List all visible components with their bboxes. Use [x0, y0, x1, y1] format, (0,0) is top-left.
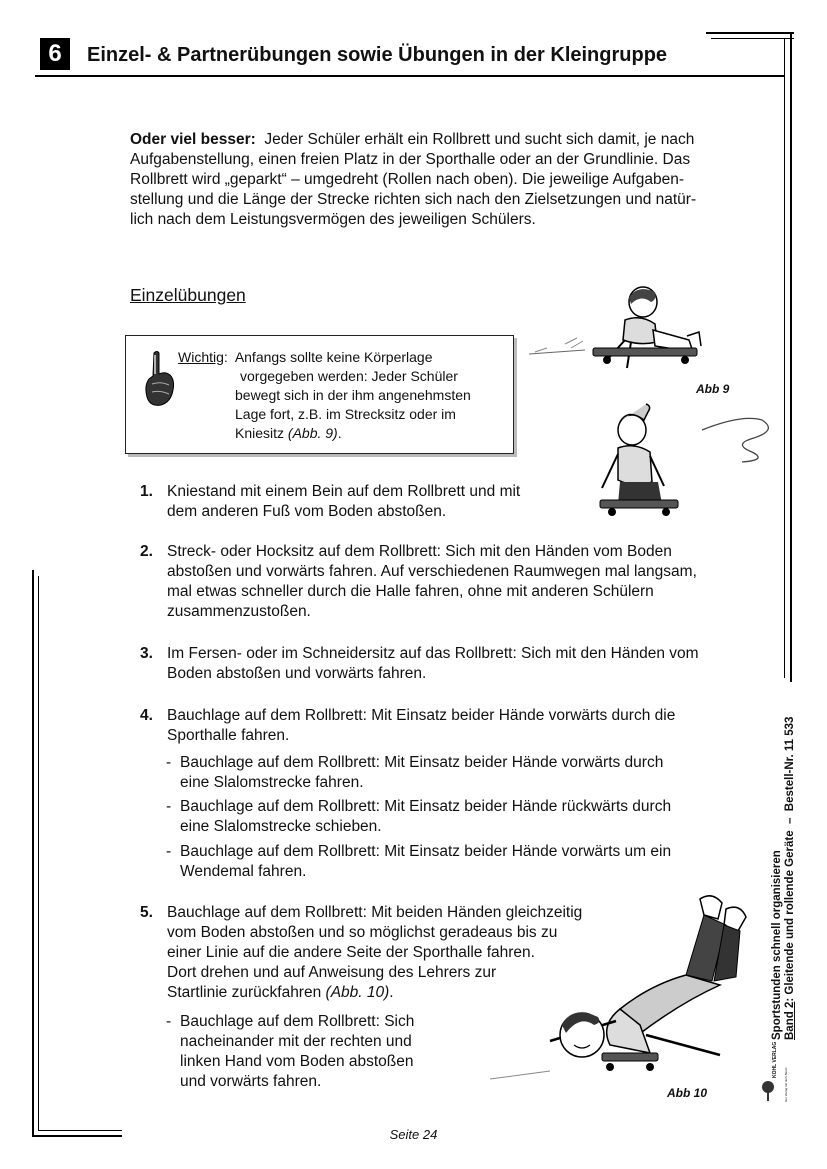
figure-label-abb9: Abb 9	[696, 382, 730, 396]
publisher-logo	[758, 1040, 794, 1104]
sidebar-order-number: Bestell-Nr. 11 533	[784, 716, 796, 812]
illustration-kneeling-girl	[592, 400, 782, 525]
sub-line: eine Slalomstrecke schieben.	[180, 818, 382, 835]
exercise-number: 5.	[140, 904, 153, 921]
sidebar-band: Band 2	[784, 1001, 796, 1040]
exercise-5-sub-1	[166, 1012, 466, 1092]
sub-line: Wendemal fahren.	[180, 863, 307, 880]
exercise-4	[140, 706, 760, 746]
chapter-title: Einzel- & Partnerübungen sowie Übungen in der Kleingruppe	[87, 44, 668, 66]
exercise-line: mal etwas schneller durch die Halle fahren, ohne mit anderen Schülern	[167, 583, 654, 600]
sidebar-separator: –	[784, 817, 796, 824]
sub-dash: -	[166, 754, 172, 771]
intro-line: Jeder Schüler erhält ein Rollbrett und sucht sich damit, je nach	[264, 131, 695, 148]
note-text: Wichtig: Anfangs sollte keine Körperlage vorgegeben werden: Jeder Schüler bewegt sich in der ihm angenehmsten Lage fort, z.B. im Strecksitz oder im Kniesitz (Abb. 9).	[178, 348, 508, 443]
note-line: Anfangs sollte keine Körperlage	[234, 349, 433, 365]
illustration-prone-boy	[490, 885, 755, 1085]
figure-label-abb10: Abb 10	[667, 1086, 708, 1100]
exercise-line: Boden abstoßen und vorwärts fahren.	[167, 665, 427, 682]
frame-line	[711, 38, 794, 39]
sub-line: Bauchlage auf dem Rollbrett: Mit Einsatz beider Hände vorwärts um ein	[180, 843, 672, 860]
sub-line: und vorwärts fahren.	[180, 1073, 322, 1090]
exercise-line: dem anderen Fuß vom Boden abstoßen.	[167, 503, 447, 520]
sub-dash: -	[166, 843, 172, 860]
publisher-name: KOHL VERLAG	[772, 1041, 778, 1078]
frame-line	[706, 32, 794, 34]
sub-line: eine Slalomstrecke fahren.	[180, 774, 364, 791]
note-label: Wichtig	[178, 349, 224, 365]
figure-ref: (Abb. 9)	[287, 425, 338, 441]
exercise-line: abstoßen und vorwärts fahren. Auf verschiedenen Raumwegen mal langsam,	[167, 563, 697, 580]
sidebar-band-title: : Gleitende und rollende Geräte	[784, 830, 796, 1002]
pointing-hand-icon	[142, 350, 176, 408]
chapter-number: 6	[40, 38, 70, 70]
exercise-3	[140, 644, 760, 684]
sidebar-publication-info	[771, 710, 797, 1040]
intro-line: lich nach dem Leistungsvermögen des jeweiligen Schülers.	[130, 211, 536, 228]
frame-line	[35, 75, 785, 77]
note-line: bewegt sich in der ihm angenehmsten	[235, 387, 471, 403]
exercise-line: Im Fersen- oder im Schneidersitz auf das Rollbrett: Sich mit den Händen vom	[167, 645, 699, 662]
exercise-number: 1.	[140, 483, 153, 500]
page-number: Seite 24	[389, 1127, 438, 1142]
note-line: Lage fort, z.B. im Strecksitz oder im	[235, 406, 456, 422]
sub-line: Bauchlage auf dem Rollbrett: Mit Einsatz beider Hände rückwärts durch	[180, 798, 672, 815]
exercise-punct: .	[389, 984, 394, 1001]
sub-line: nacheinander mit der rechten und	[180, 1033, 412, 1050]
frame-line	[784, 38, 785, 678]
exercise-line: einer Linie auf die andere Seite der Sporthalle fahren.	[167, 944, 535, 961]
figure-ref: (Abb. 10)	[325, 984, 390, 1001]
sub-dash: -	[166, 1013, 172, 1030]
exercise-line: Kniestand mit einem Bein auf dem Rollbrett und mit	[167, 483, 521, 500]
exercise-line: Sporthalle fahren.	[167, 727, 290, 744]
note-box	[125, 335, 514, 454]
exercise-line: Bauchlage auf dem Rollbrett: Mit beiden Händen gleichzeitig	[167, 904, 583, 921]
frame-line	[790, 32, 792, 682]
exercise-number: 3.	[140, 645, 153, 662]
exercise-line: Bauchlage auf dem Rollbrett: Mit Einsatz beider Hände vorwärts durch die	[167, 707, 676, 724]
note-line: vorgegeben werden: Jeder Schüler	[240, 368, 458, 384]
exercise-line: Startlinie zurückfahren	[167, 984, 326, 1001]
sub-dash: -	[166, 798, 172, 815]
note-line: Kniesitz	[235, 425, 288, 441]
exercise-line: zusammenzustoßen.	[167, 603, 311, 620]
exercise-number: 2.	[140, 543, 153, 560]
exercise-line: vom Boden abstoßen und so möglichst geradeaus bis zu	[167, 924, 558, 941]
frame-line	[32, 570, 34, 1137]
note-punct: .	[337, 425, 342, 441]
tree-logo-icon	[760, 1080, 776, 1102]
exercise-4-sub-2	[166, 797, 746, 837]
intro-line: Rollbrett wird „geparkt“ – umgedreht (Rollen nach oben). Die jeweilige Aufgaben-	[130, 171, 684, 188]
sub-line: Bauchlage auf dem Rollbrett: Mit Einsatz beider Hände vorwärts durch	[180, 754, 664, 771]
sub-line: linken Hand vom Boden abstoßen	[180, 1053, 414, 1070]
intro-line: Aufgabenstellung, einen freien Platz in der Sporthalle oder an der Grundlinie. Das	[130, 151, 691, 168]
section-heading: Einzelübungen	[130, 285, 246, 305]
publisher-tagline: Der Verlag mit dem Baum	[784, 1067, 788, 1102]
exercise-4-sub-1	[166, 753, 746, 793]
exercise-4-sub-3	[166, 842, 746, 882]
exercise-2	[140, 542, 760, 622]
intro-paragraph	[130, 130, 750, 230]
frame-line	[38, 576, 39, 1131]
intro-line: stellung und die Länge der Strecke richten sich nach den Zielsetzungen und natür-	[130, 191, 697, 208]
exercise-line: Streck- oder Hocksitz auf dem Rollbrett: Sich mit den Händen vom Boden	[167, 543, 672, 560]
sub-line: Bauchlage auf dem Rollbrett: Sich	[180, 1013, 415, 1030]
intro-lead: Oder viel besser:	[130, 131, 256, 148]
exercise-1	[140, 482, 570, 522]
exercise-line: Dort drehen und auf Anweisung des Lehrers zur	[167, 964, 497, 981]
sidebar-series: Sportstunden schnell organisieren	[771, 850, 783, 1040]
exercise-number: 4.	[140, 707, 153, 724]
illustration-sitting-child	[527, 280, 727, 380]
